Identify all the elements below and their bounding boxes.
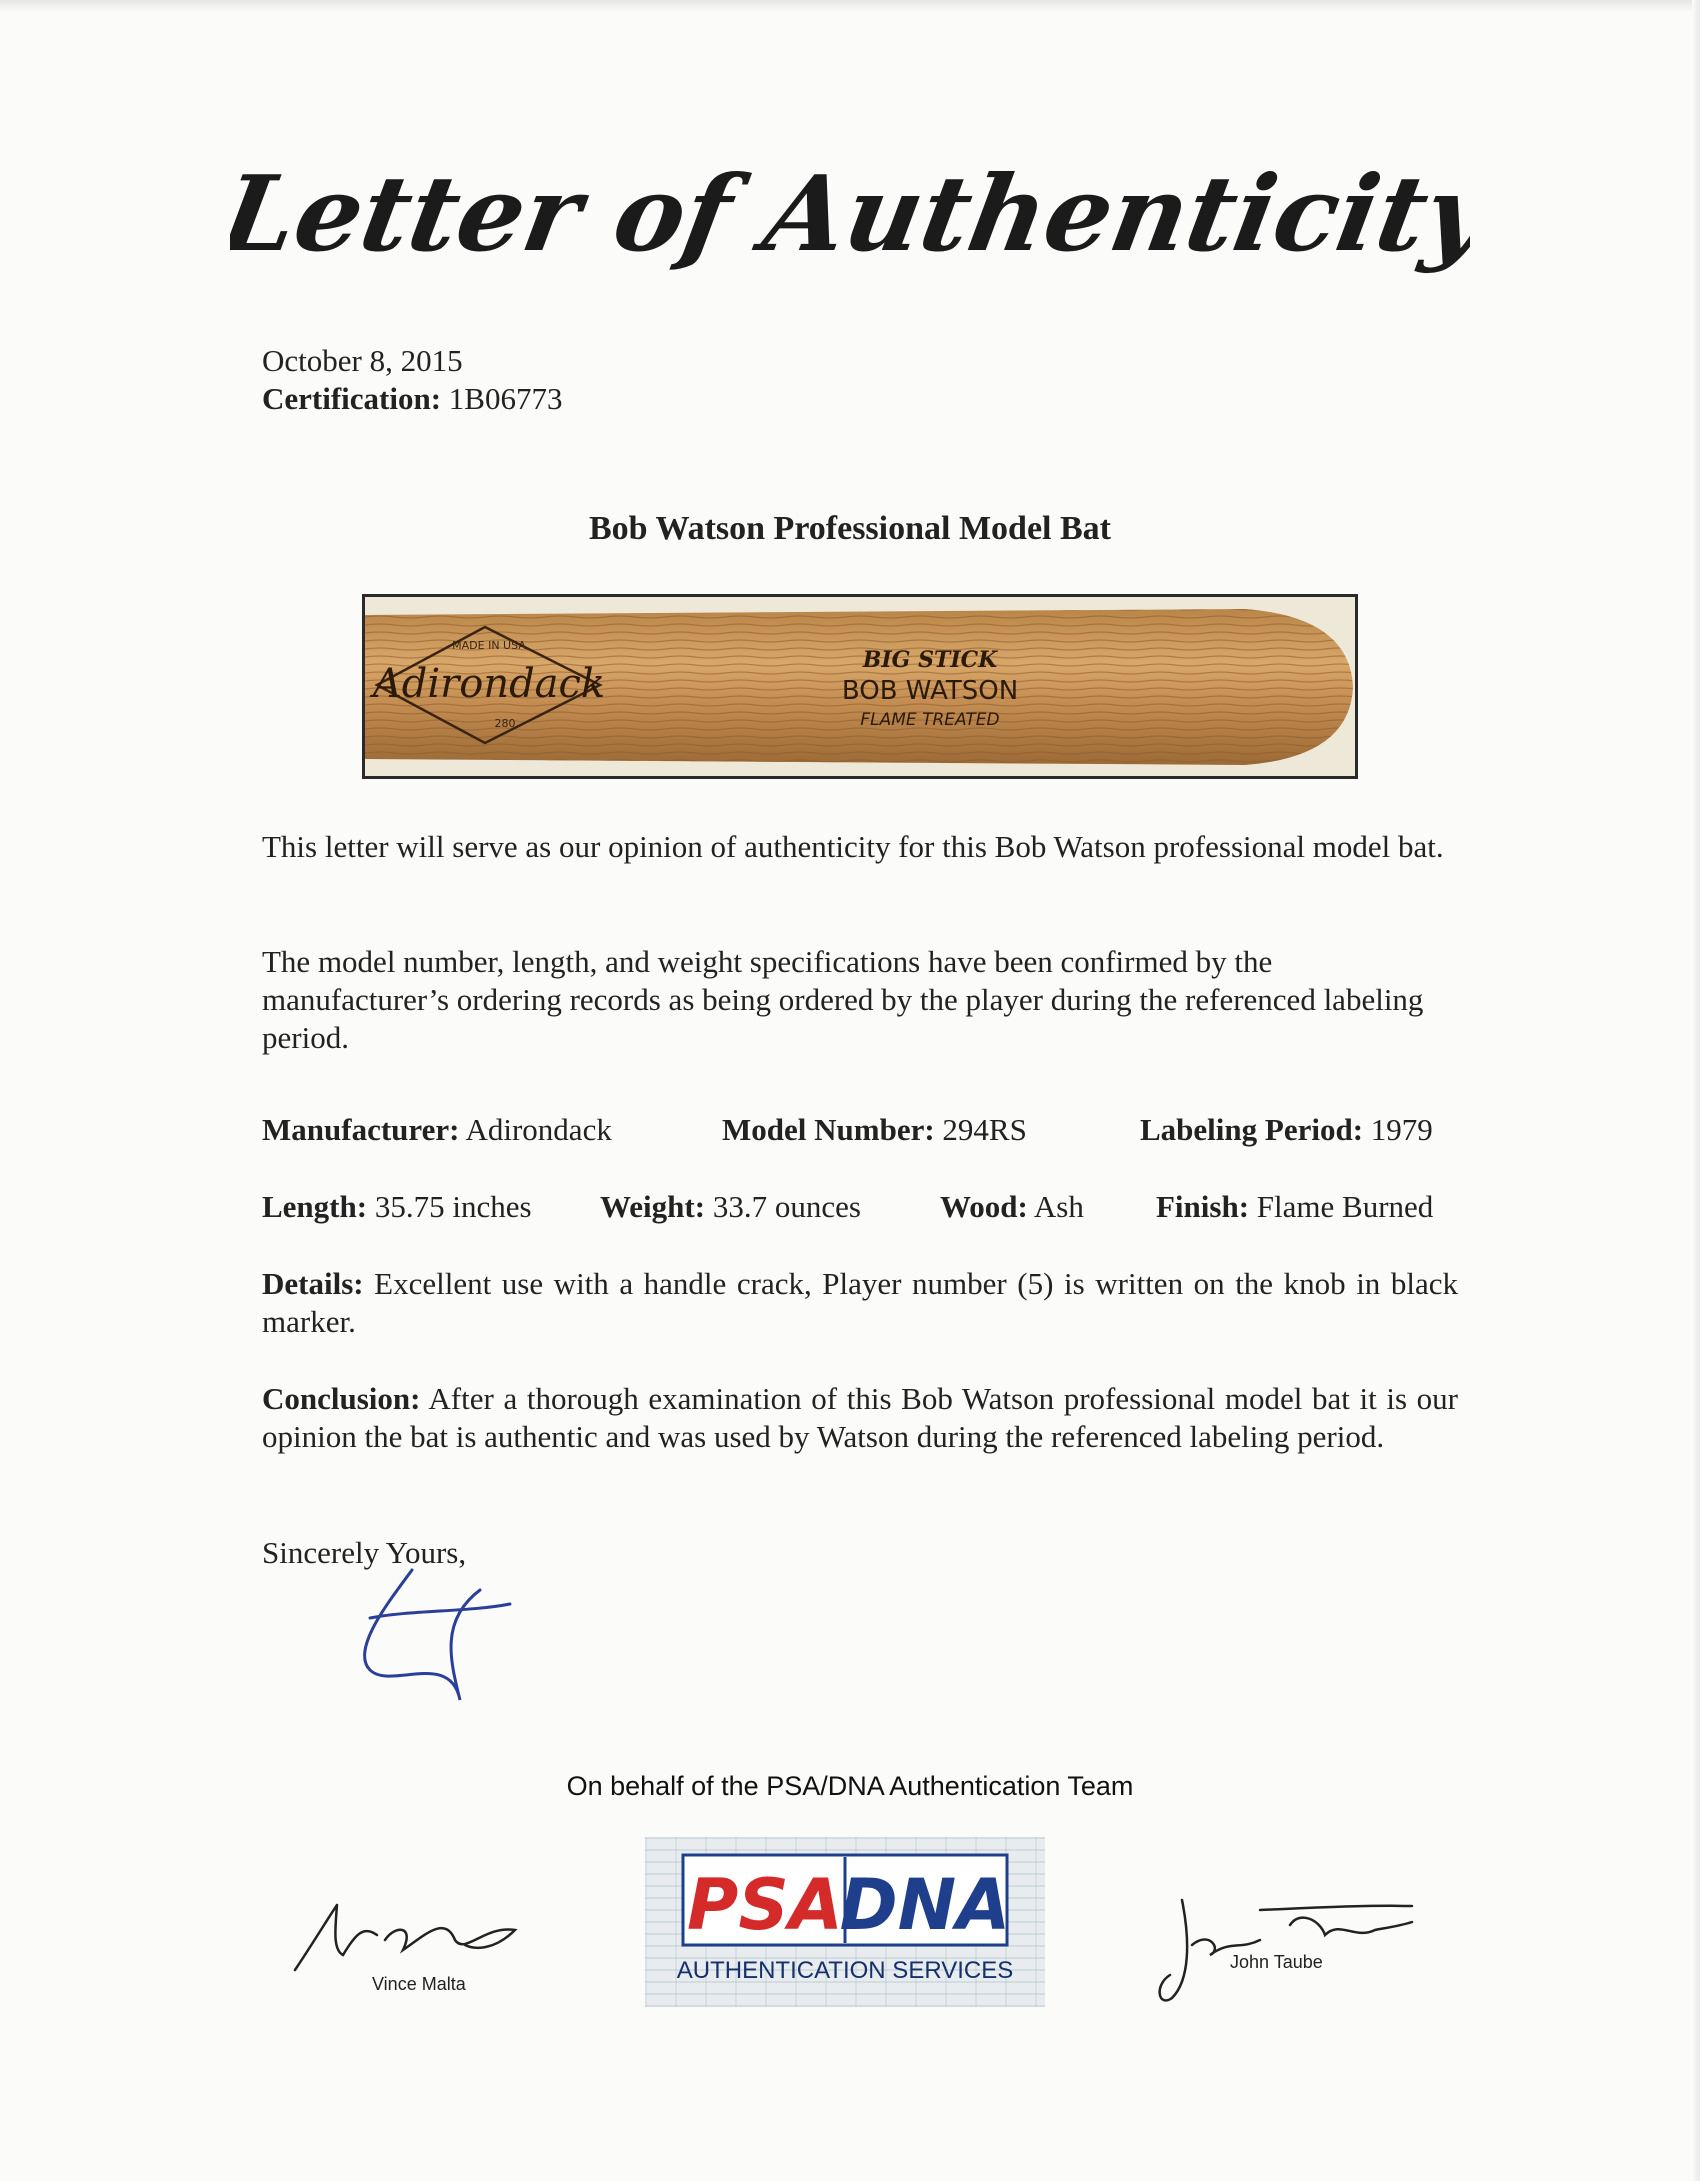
spec-finish	[1156, 1189, 1433, 1225]
spec-manufacturer	[262, 1112, 612, 1148]
spec-label: Labeling Period:	[1140, 1112, 1364, 1147]
certification-line	[262, 381, 562, 417]
title-text: Letter of Authenticity	[230, 152, 1470, 275]
dna-wordmark: DNA	[839, 1864, 1011, 1946]
details-label: Details:	[262, 1266, 364, 1301]
conclusion-text: After a thorough examination of this Bob Watson professional model bat it is our opinion the bat is authentic and was used by Watson during the referenced labeling period.	[262, 1381, 1458, 1454]
letter-title	[230, 140, 1470, 300]
item-heading: Bob Watson Professional Model Bat	[588, 510, 1112, 547]
spec-length	[262, 1189, 532, 1225]
spec-weight	[600, 1189, 861, 1225]
bat-model-stamp: 280	[494, 717, 516, 730]
spec-wood	[940, 1189, 1084, 1225]
details-text: Excellent use with a handle crack, Player number (5) is written on the knob in black marker.	[262, 1266, 1459, 1339]
bat-brand: Adirondack	[372, 661, 606, 707]
john-taube-signature	[1150, 1890, 1420, 2005]
closing-salutation: Sincerely Yours,	[262, 1535, 467, 1570]
letter-date: October 8, 2015	[262, 343, 463, 378]
spec-value: 33.7 ounces	[712, 1189, 861, 1224]
spec-label: Length:	[262, 1189, 368, 1224]
page-top-edge	[0, 0, 1700, 12]
psa-dna-logo	[645, 1837, 1045, 2007]
vince-malta-signature	[285, 1895, 545, 1980]
certification-label: Certification:	[262, 381, 442, 416]
spec-model-number	[722, 1112, 1027, 1148]
conclusion-paragraph	[262, 1380, 1458, 1456]
spec-value: 35.75 inches	[374, 1189, 532, 1224]
opinion-paragraph: This letter will serve as our opinion of authenticity for this Bob Watson professional model bat.	[262, 829, 1444, 864]
spec-value: Flame Burned	[1256, 1189, 1434, 1224]
team-line: On behalf of the PSA/DNA Authentication Team	[566, 1771, 1134, 1801]
spec-label: Wood:	[940, 1189, 1028, 1224]
bat-player-name: BOB WATSON	[841, 676, 1019, 706]
records-paragraph: The model number, length, and weight specifications have been confirmed by the manufacturer’s ordering records as being ordered by the player during the referenced labeling period.	[262, 944, 1424, 1055]
spec-value: 294RS	[942, 1112, 1027, 1147]
spec-label: Finish:	[1156, 1189, 1250, 1224]
logo-caption: AUTHENTICATION SERVICES	[676, 1957, 1014, 1984]
page-right-edge	[1692, 0, 1700, 2181]
signatory-left-name: Vince Malta	[372, 1974, 466, 1994]
handwritten-signature	[330, 1560, 520, 1710]
title-script	[230, 140, 1470, 300]
bat-made-in-usa: MADE IN USA	[452, 639, 526, 652]
spec-value: Adirondack	[465, 1112, 612, 1147]
spec-label: Weight:	[600, 1189, 706, 1224]
signatory-right-name: John Taube	[1230, 1952, 1323, 1972]
bat-photo	[362, 594, 1358, 779]
spec-value: 1979	[1370, 1112, 1433, 1147]
details-paragraph	[262, 1265, 1458, 1341]
bat-illustration	[365, 597, 1355, 776]
certification-number: 1B06773	[448, 381, 563, 416]
spec-label: Model Number:	[722, 1112, 935, 1147]
psa-wordmark: PSA	[687, 1864, 843, 1946]
spec-value: Ash	[1033, 1189, 1084, 1224]
bat-flame-treated: FLAME TREATED	[860, 710, 1000, 730]
spec-labeling-period	[1140, 1112, 1433, 1148]
spec-label: Manufacturer:	[262, 1112, 460, 1147]
bat-big-stick: BIG STICK	[862, 647, 998, 673]
conclusion-label: Conclusion:	[262, 1381, 421, 1416]
